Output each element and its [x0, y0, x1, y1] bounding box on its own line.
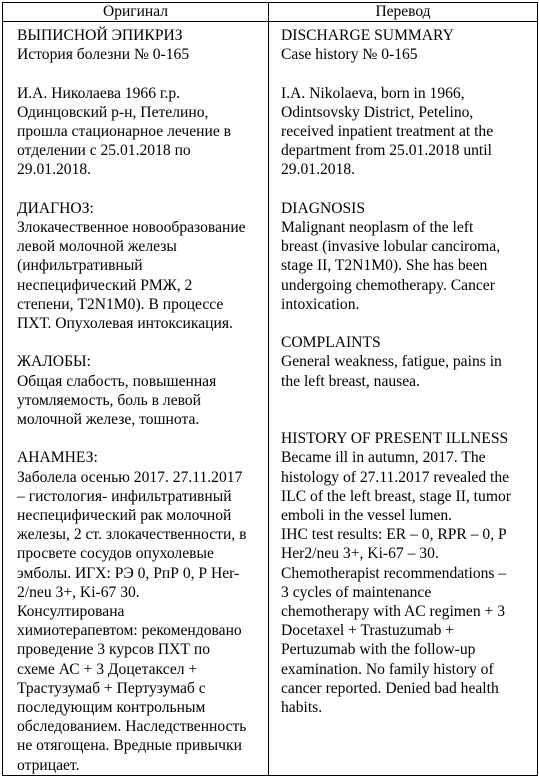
original-diagnosis-line: ПХТ. Опухолевая интоксикация.: [17, 315, 233, 333]
translation-patient-line: I.A. Nikolaeva, born in 1966,: [281, 84, 465, 102]
spacer: [17, 64, 265, 83]
translation-patient-line: 29.01.2018.: [281, 161, 356, 179]
translation-anamnesis-line: Her2/neu 3+, Ki-67 – 30.: [281, 545, 439, 563]
translation-patient-line: received inpatient treatment at the: [281, 123, 494, 140]
original-diagnosis-line: Злокачественное новообразование: [17, 219, 246, 236]
original-diagnosis-heading: ДИАГНОЗ:: [17, 199, 94, 217]
spacer: [281, 314, 535, 333]
translation-diagnosis-line: undergoing chemotherapy. Cancer: [281, 276, 495, 294]
content-row: [3, 22, 538, 776]
translation-table: [2, 2, 538, 776]
translation-cell: [269, 22, 538, 776]
translation-complaints-line: the left breast, nausea.: [281, 372, 420, 390]
original-patient-line: отделении с 25.01.2018 по: [17, 142, 191, 160]
translation-diagnosis-line: intoxication.: [281, 295, 360, 313]
original-anamnesis-line: Консултирована: [17, 603, 125, 621]
spacer: [17, 429, 265, 448]
original-anamnesis-line: Трастузумаб + Пертузумаб с: [17, 679, 206, 697]
translation-anamnesis-line: ILC of the left breast, stage II, tumor: [281, 487, 511, 505]
original-anamnesis-line: просвете сосудов опухолевые: [17, 545, 214, 563]
translation-anamnesis-line: chemotherapy with AC regimen + 3: [281, 603, 506, 621]
translation-diagnosis-heading: DIAGNOSIS: [281, 199, 366, 217]
original-anamnesis-line: 2/neu 3+, Ki-67 30.: [17, 583, 140, 601]
translation-anamnesis-line: IHC test results: ER – 0, RPR – 0, P: [281, 526, 507, 544]
original-anamnesis-line: отрицает.: [17, 756, 80, 774]
translation-anamnesis-line: 3 cycles of maintenance: [281, 583, 432, 601]
original-anamnesis-line: Заболела осенью 2017. 27.11.2017: [17, 468, 243, 486]
original-anamnesis-heading: АНАМНЕЗ:: [17, 449, 98, 467]
original-diagnosis-line: неспецифический РМЖ, 2: [17, 276, 193, 294]
original-anamnesis-line: не отягощена. Вредные привычки: [17, 737, 242, 755]
translation-anamnesis-line: examination. No family history of: [281, 660, 494, 678]
translation-anamnesis-line: histology of 27.11.2017 revealed the: [281, 468, 510, 486]
translation-anamnesis-line: Chemotherapist recommendations –: [281, 564, 507, 582]
original-anamnesis-line: железы, 2 ст. злокачественности, в: [17, 526, 247, 544]
original-patient-line: прошла стационарное лечение в: [17, 123, 232, 140]
original-anamnesis-line: – гистология- инфильтративный: [17, 487, 232, 505]
header-original: Оригинал: [3, 3, 269, 22]
translation-anamnesis-line: Docetaxel + Trastuzumab +: [281, 622, 455, 640]
translation-complaints-heading: COMPLAINTS: [281, 334, 381, 352]
original-complaints-line: Общая слабость, повышенная: [17, 372, 217, 390]
original-anamnesis-line: обследованием. Наследственность: [17, 718, 247, 736]
spacer: [17, 333, 265, 352]
original-anamnesis-line: эмболы. ИГХ: РЭ 0, РпР 0, Р Her-: [17, 564, 240, 582]
translation-patient-line: department from 25.01.2018 until: [281, 142, 492, 160]
original-patient-line: И.А. Николаева 1966 г.р.: [17, 84, 181, 102]
translation-case-number: Case history № 0-165: [281, 46, 418, 64]
original-title: ВЫПИСНОЙ ЭПИКРИЗ: [17, 27, 183, 44]
header-row: [3, 3, 538, 22]
translation-anamnesis-line: emboli in the vessel lumen.: [281, 507, 453, 524]
spacer: [281, 64, 535, 83]
translation-diagnosis-line: breast (invasive lobular canciroma,: [281, 238, 501, 256]
translation-anamnesis-heading: HISTORY OF PRESENT ILLNESS: [281, 430, 509, 448]
original-complaints-line: утомляемость, боль в левой: [17, 391, 202, 409]
translation-anamnesis-line: Became ill in autumn, 2017. The: [281, 449, 486, 467]
original-case-number: История болезни № 0-165: [17, 46, 190, 64]
spacer: [281, 180, 535, 199]
translation-anamnesis-line: habits.: [281, 699, 323, 717]
spacer: [281, 391, 535, 410]
translation-title: DISCHARGE SUMMARY: [281, 27, 454, 44]
original-diagnosis-line: левой молочной железы: [17, 238, 177, 256]
original-anamnesis-line: схеме АС + 3 Доцетаксел +: [17, 660, 198, 678]
original-anamnesis-line: неспецифический рак молочной: [17, 507, 232, 525]
original-anamnesis-line: последующим контрольным: [17, 699, 206, 717]
original-cell: [3, 22, 269, 776]
original-complaints-heading: ЖАЛОБЫ:: [17, 353, 91, 371]
original-patient-line: 29.01.2018.: [17, 161, 92, 179]
translation-diagnosis-line: stage II, T2N1M0). She has been: [281, 257, 488, 275]
header-translation: Перевод: [269, 3, 538, 22]
translation-patient-line: Odintsovsky District, Petelino,: [281, 103, 474, 121]
translation-diagnosis-line: Malignant neoplasm of the left: [281, 219, 474, 236]
original-diagnosis-line: (инфильтративный: [17, 257, 143, 275]
translation-complaints-line: General weakness, fatigue, pains in: [281, 353, 502, 371]
original-anamnesis-line: проведение 3 курсов ПХТ по: [17, 641, 211, 659]
spacer: [281, 410, 535, 429]
translation-anamnesis-line: cancer reported. Denied bad health: [281, 679, 499, 697]
translation-anamnesis-line: Pertuzumab with the follow-up: [281, 641, 476, 659]
original-diagnosis-line: степени, T2N1M0). В процессе: [17, 295, 224, 313]
original-complaints-line: молочной железе, тошнота.: [17, 411, 200, 429]
original-patient-line: Одинцовский р-н, Петелино,: [17, 103, 209, 121]
original-anamnesis-line: химиотерапевтом: рекомендовано: [17, 622, 242, 640]
spacer: [17, 180, 265, 199]
